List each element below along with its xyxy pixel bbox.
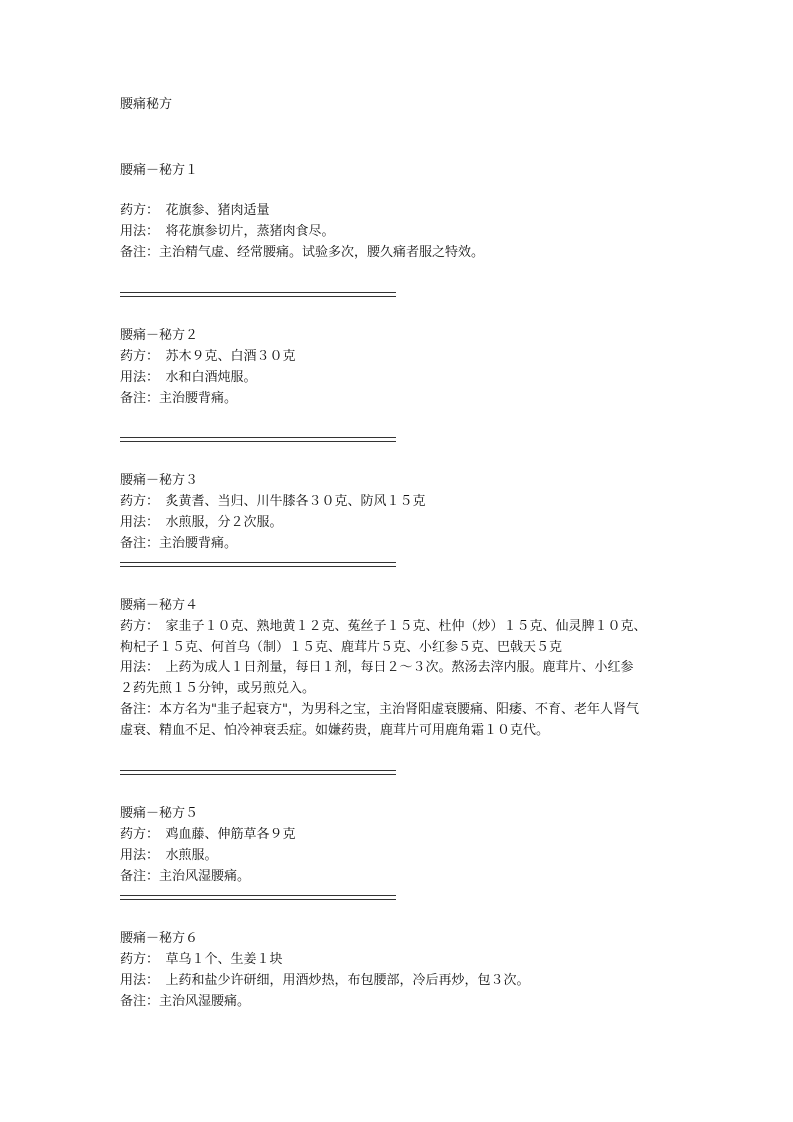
recipe-1-note: 备注：主治精气虚、经常腰痛。试验多次，腰久痛者服之特效。 xyxy=(120,245,485,260)
recipe-2-usage: 用法： 水和白酒炖服。 xyxy=(120,370,257,385)
recipe-2-heading: 腰痛－秘方２ xyxy=(120,328,199,343)
recipe-5-heading: 腰痛－秘方５ xyxy=(120,806,199,821)
recipe-6-usage: 用法： 上药和盐少许研细，用酒炒热，布包腰部，冷后再炒，包３次。 xyxy=(120,973,530,988)
section-divider xyxy=(120,895,396,900)
recipe-1-formula: 药方： 花旗参、猪肉适量 xyxy=(120,203,270,218)
recipe-3-heading: 腰痛－秘方３ xyxy=(120,473,199,488)
recipe-4-formula-line-1: 药方： 家韭子１０克、熟地黄１２克、菟丝子１５克、杜仲（炒）１５克、仙灵脾１０克、 xyxy=(120,619,647,634)
recipe-1-heading: 腰痛－秘方１ xyxy=(120,163,199,178)
recipe-5-formula: 药方： 鸡血藤、伸筋草各９克 xyxy=(120,827,296,842)
document-title: 腰痛秘方 xyxy=(120,97,173,112)
recipe-3-note: 备注：主治腰背痛。 xyxy=(120,536,238,551)
section-divider xyxy=(120,437,396,442)
recipe-4-note-line-2: 虚衰、精血不足、怕冷神衰丢症。如嫌药贵，鹿茸片可用鹿角霜１０克代。 xyxy=(120,723,550,738)
recipe-5-note: 备注：主治风湿腰痛。 xyxy=(120,869,251,884)
recipe-3-usage: 用法： 水煎服，分２次服。 xyxy=(120,515,283,530)
recipe-3-formula: 药方： 炙黄耆、当归、川牛膝各３０克、防风１５克 xyxy=(120,494,426,509)
recipe-5-usage: 用法： 水煎服。 xyxy=(120,848,218,863)
section-divider xyxy=(120,292,396,297)
recipe-2-formula: 药方： 苏木９克、白酒３０克 xyxy=(120,349,296,364)
recipe-4-note-line-1: 备注：本方名为"韭子起衰方"，为男科之宝，主治肾阳虚衰腰痛、阳痿、不育、老年人肾气 xyxy=(120,702,639,717)
recipe-4-heading: 腰痛－秘方４ xyxy=(120,598,199,613)
recipe-4-formula-line-2: 枸杞子１５克、何首乌（制）１５克、鹿茸片５克、小红参５克、巴戟天５克 xyxy=(120,640,563,655)
recipe-4-usage-line-1: 用法： 上药为成人１日剂量，每日１剂，每日２～３次。熬汤去滓内服。鹿茸片、小红参 xyxy=(120,660,634,675)
recipe-6-formula: 药方： 草乌１个、生姜１块 xyxy=(120,952,283,967)
recipe-2-note: 备注：主治腰背痛。 xyxy=(120,391,238,406)
recipe-6-note: 备注：主治风湿腰痛。 xyxy=(120,994,251,1009)
section-divider xyxy=(120,562,396,567)
recipe-4-usage-line-2: ２药先煎１５分钟，或另煎兑入。 xyxy=(120,681,316,696)
recipe-1-usage: 用法： 将花旗参切片，蒸猪肉食尽。 xyxy=(120,224,335,239)
recipe-6-heading: 腰痛－秘方６ xyxy=(120,931,199,946)
section-divider xyxy=(120,770,396,775)
